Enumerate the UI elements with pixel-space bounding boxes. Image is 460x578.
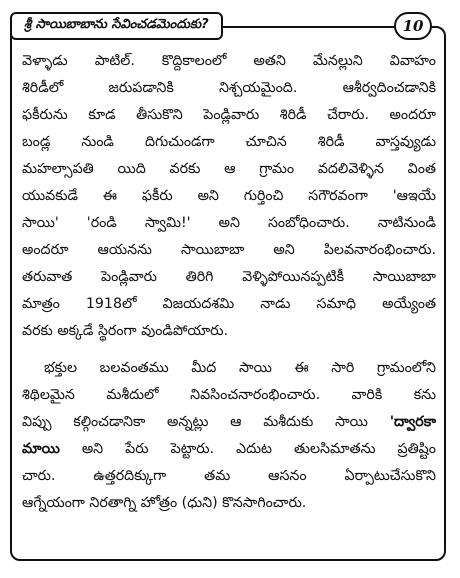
- text-line: వెళ్ళాడు పాటిల్. కొద్దికాలంలో అతని మేనల్లుని వివాహం: [22, 53, 436, 69]
- text-line: యువకుడే ఈ ఫకీరు అని గుర్తించి సగౌరవంగా 'ఆఇయే: [22, 188, 436, 204]
- text-line: భక్తుల బలవంతము మీద సాయి ఈ సారి గ్రామంలోని: [44, 360, 436, 376]
- text-line: [22, 436, 436, 463]
- page-title: శ్రీ సాయిబాబాను సేవించడమెందుకు?: [10, 12, 223, 40]
- paragraph-2: [22, 355, 436, 517]
- page-number-badge: 10: [394, 12, 432, 40]
- text-line: శిరిడీలో జరుపడానికి నిశ్చయమైంది. ఆశీర్వదించడానికి: [22, 80, 436, 96]
- text-line: శిథిలమైన మశీదులో నివసించనారంభించారు. వారికి కను: [22, 387, 436, 403]
- text-line: ఫకీరును కూడ తీసుకొని పెండ్లివారు శిరిడీ చేరారు. అందరూ: [22, 107, 436, 123]
- paragraph-1: [22, 48, 436, 345]
- bold-phrase-end: మాయి: [22, 441, 60, 457]
- text-line: ఆగ్నేయంగా నిరతాగ్ని హోత్రం (ధుని) కొనసాగించారు.: [22, 495, 307, 511]
- text-line-part: విప్పు కల్గించడానికా అన్నట్లు ఆ మశీదుకు సాయి: [22, 414, 390, 430]
- text-line-part: అని పేరు పెట్టారు. ఎదుట తులసిమాతను ప్రతిష్టిం: [59, 441, 436, 457]
- bold-phrase: 'ద్వారకా: [389, 414, 436, 430]
- text-line: వరకు అక్కడే స్థిరంగా వుండిపోయారు.: [22, 323, 229, 339]
- text-line: మహల్సాపతి యిది వరకు ఆ గ్రామం వదలివెళ్ళిన వింత: [22, 161, 436, 177]
- text-line: సాయి' 'రండి స్వామి!' అని సంబోధించారు. నాటినుండి: [22, 215, 436, 231]
- text-line: బండ్ల నుండి దిగుచుండగా చూచిన శిరిడీ వాస్తవ్యుడు: [22, 134, 436, 150]
- text-line: మాత్రం 1918లో విజయదశమి నాడు సమాధి అయ్యేంత: [22, 296, 436, 312]
- text-line: చారు. ఉత్తరదిక్కుగా తమ ఆసనం ఏర్పాటుచేసుకొని: [22, 468, 436, 484]
- text-line: తరువాత పెండ్లివారు తిరిగి వెళ్ళిపోయినప్పటికీ సాయిబాబా: [22, 269, 436, 285]
- text-line: [22, 409, 436, 436]
- text-line: అందరూ ఆయనను సాయిబాబా అని పిలవనారంభించారు.: [22, 242, 436, 258]
- text-body: [22, 48, 436, 517]
